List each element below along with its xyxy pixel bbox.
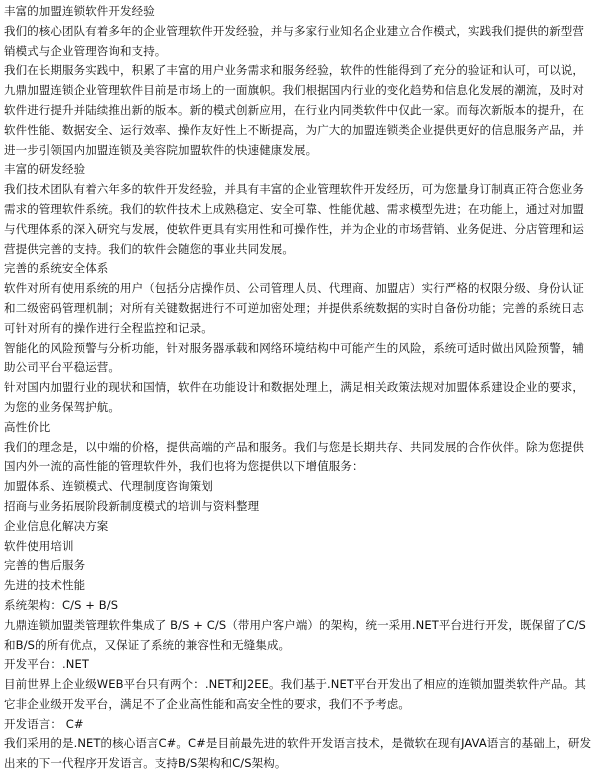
para-long-term-service: 我们在长期服务实践中，积累了丰富的用户业务需求和服务经验，软件的性能得到了充分的验证和认可，可以说，九鼎加盟连锁企业管理软件目前是市场上的一面旗帜。我们根据国内行业的变化趋势和信息化发展的潮流，及时对软件进行提升并陆续推出新的版本。新的模式创新应用，在行业内同类软件中仅此一家。而每次新版本的提升，在软件性能、数据安全、运行效率、操作友好性上不断提高，为广大的加盟连锁类企业提供更好的信息服务产品，并进一步引领国内加盟连锁及美容院加盟软件的快速健康发展。 xyxy=(4,63,584,157)
heading-experience: 丰富的加盟连锁软件开发经验 xyxy=(4,4,155,18)
heading-value: 高性价比 xyxy=(4,419,51,434)
service-training: 招商与业务拓展阶段新制度模式的培训与资料整理 xyxy=(4,498,260,513)
para-rd-experience: 我们技术团队有着六年多的软件开发经验，并具有丰富的企业管理软件开发经历，可为您量身订制真正符合您业务需求的管理软件系统。我们的软件技术上成熟稳定、安全可靠、性能优越、需求模型先进；在功能上，通过对加盟与代理体系的深入研究与发展，使软件更具有实用性和可操作性，并为企业的市场营销、业务促进、分店管理和运营提供完善的支持。我们的软件会随您的事业共同发展。 xyxy=(4,182,584,256)
para-permission-control: 软件对所有使用系统的用户（包括分店操作员、公司管理人员、代理商、加盟店）实行严格的权限分级、身份认证和二级密码管理机制；对所有关键数据进行不可逆加密处理；并提供系统数据的实时自备份功能；完善的系统日志可针对所有的操作进行全程监控和记录。 xyxy=(4,281,584,335)
para-architecture: 九鼎连锁加盟类管理软件集成了 B/S + C/S（带用户客户端）的架构，统一采用.NET平台进行开发，既保留了C/S和B/S的所有优点，又保证了系统的兼容性和无缝集成。 xyxy=(4,617,586,652)
para-risk-warning: 智能化的风险预警与分析功能，针对服务器承载和网络环境结构中可能产生的风险，系统可适时做出风险预警，辅助公司平台平稳运营。 xyxy=(4,340,584,375)
service-after-sales: 完善的售后服务 xyxy=(4,558,86,573)
para-policy: 针对国内加盟行业的现状和国情，软件在功能设计和数据处理上，满足相关政策法规对加盟体系建设企业的要求，为您的业务保驾护航。 xyxy=(4,380,584,414)
heading-tech-performance: 先进的技术性能 xyxy=(4,578,86,593)
para-language: 我们采用的是.NET的核心语言C#。C#是目前最先进的软件开发语言技术，是微软在现有JAVA语言的基础上，研发出来的下一代程序开发语言。支持B/S架构和C/S架构。 xyxy=(4,736,592,771)
language-label: 开发语言： C# xyxy=(4,716,84,731)
platform-label: 开发平台：.NET xyxy=(4,657,89,672)
arch-label: 系统架构：C/S + B/S xyxy=(4,597,119,612)
service-software-training: 软件使用培训 xyxy=(4,538,74,553)
heading-security: 完善的系统安全体系 xyxy=(4,261,109,276)
heading-rd-experience: 丰富的研发经验 xyxy=(4,162,86,177)
para-platform: 目前世界上企业级WEB平台只有两个：.NET和J2EE。我们基于.NET平台开发出了相应的连锁加盟类软件产品。其它非企业级开发平台，满足不了企业高性能和高安全性的要求，我们不予考虑。 xyxy=(4,677,586,711)
para-philosophy: 我们的理念是，以中端的价格，提供高端的产品和服务。我们与您是长期共存、共同发展的合作伙伴。除为您提供国内外一流的高性能的管理软件外，我们也将为您提供以下增值服务： xyxy=(4,439,584,474)
para-team-experience: 我们的核心团队有着多年的企业管理软件开发经验，并与多家行业知名企业建立合作模式，实践我们提供的新型营销模式与企业管理咨询和支持。 xyxy=(4,23,584,58)
service-consulting: 加盟体系、连锁模式、代理制度咨询策划 xyxy=(4,479,213,494)
service-info-solution: 企业信息化解决方案 xyxy=(4,518,109,533)
